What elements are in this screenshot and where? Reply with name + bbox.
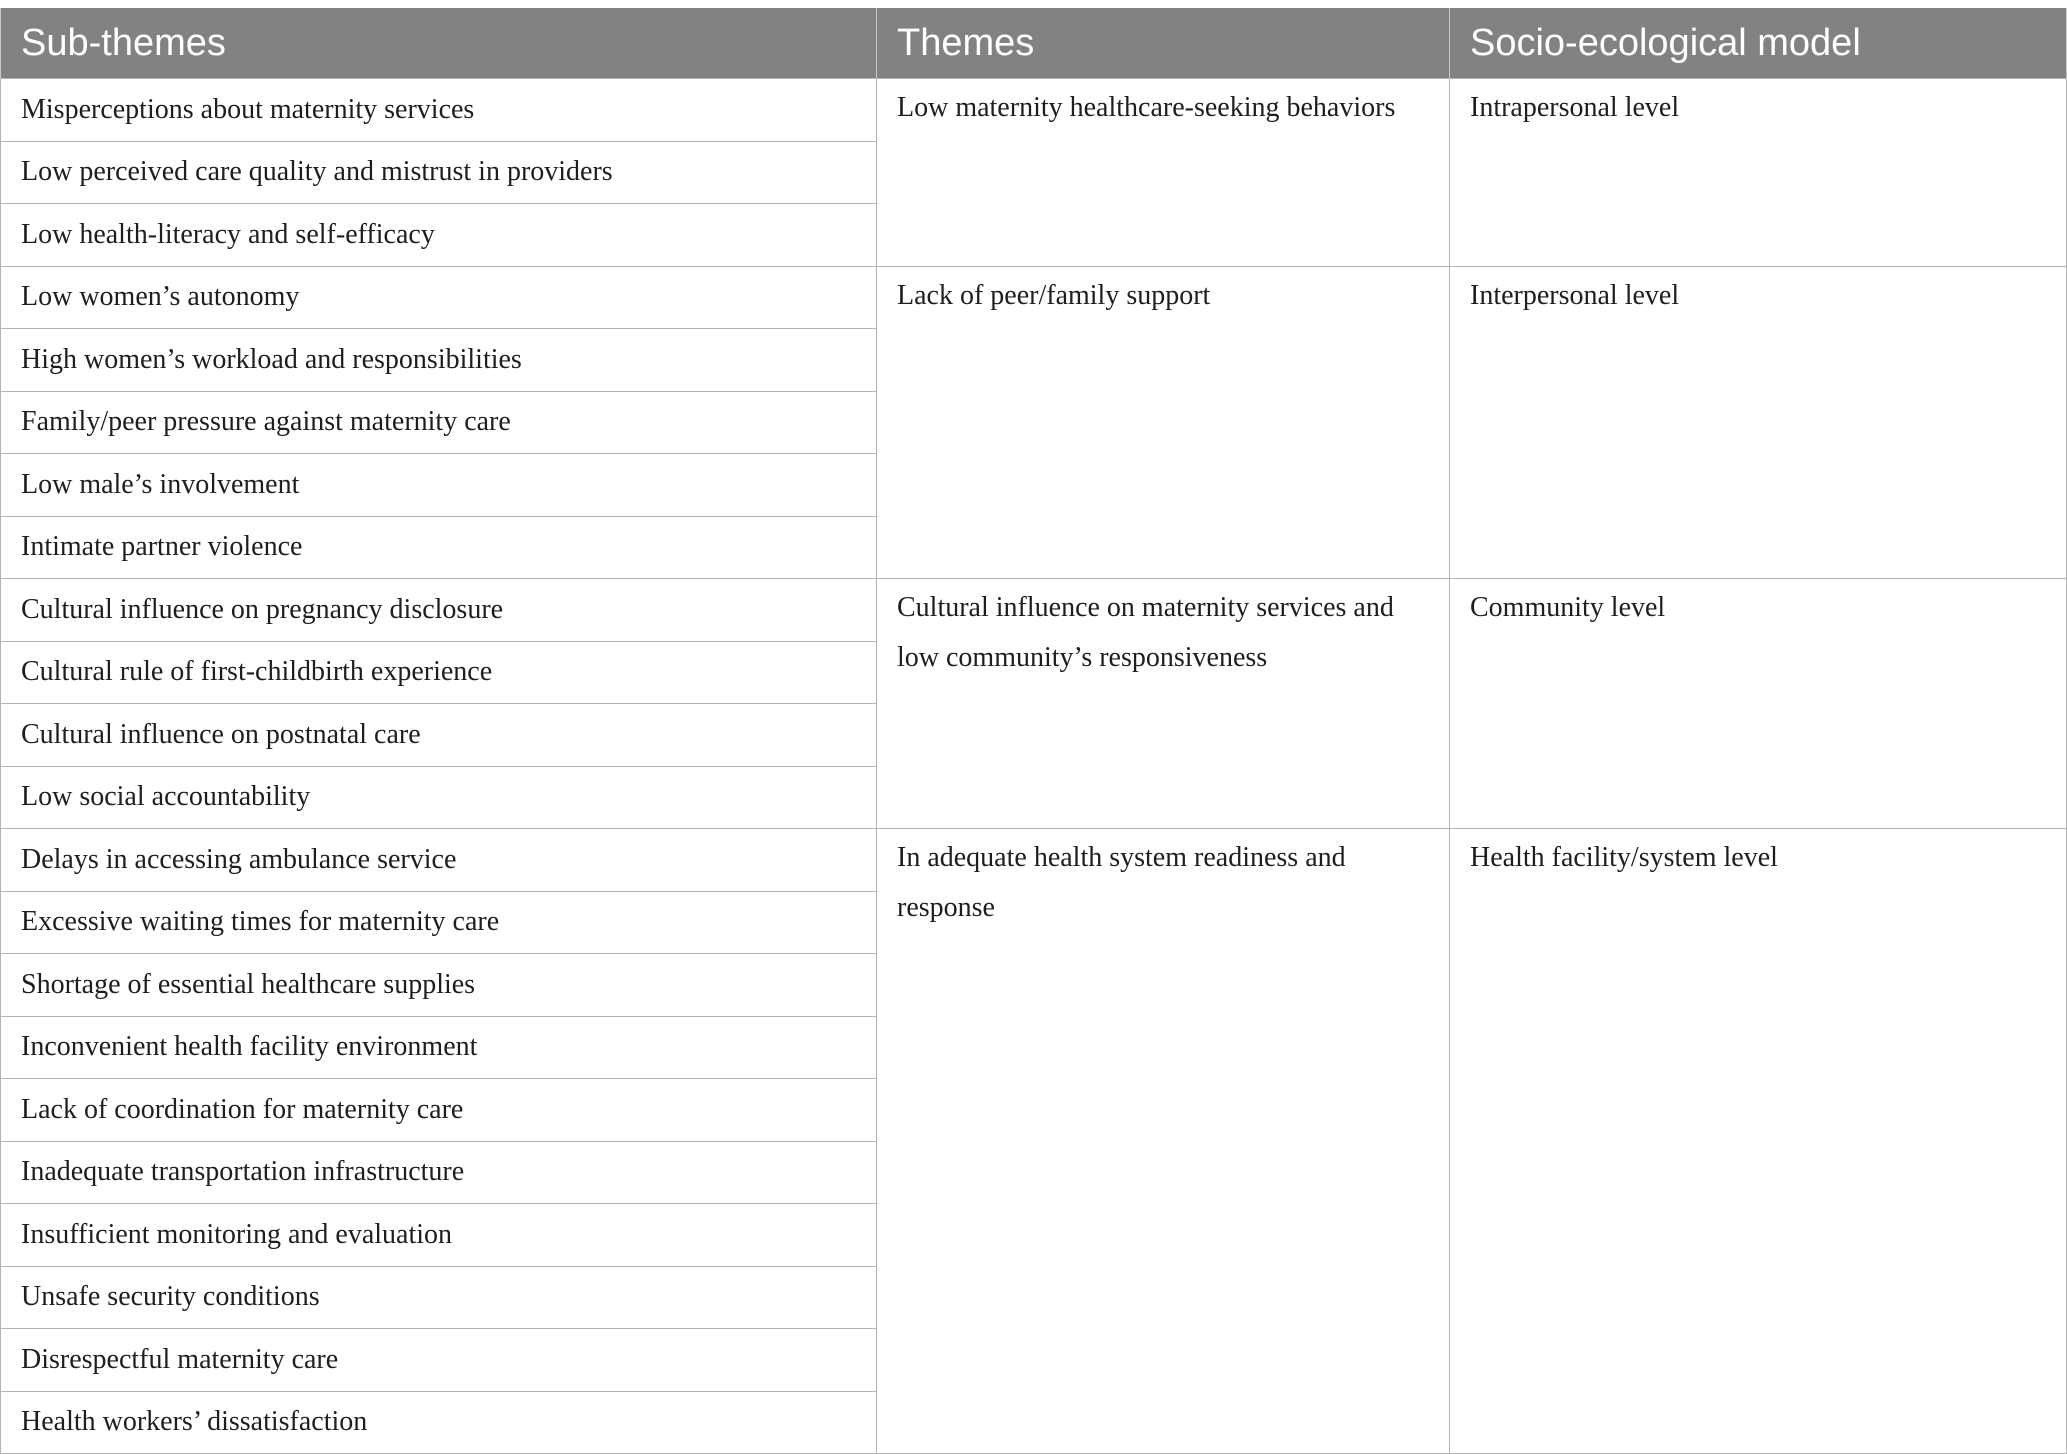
subtheme-cell: Inconvenient health facility environment [1, 1016, 877, 1079]
subtheme-cell: Cultural influence on postnatal care [1, 704, 877, 767]
subtheme-cell: Delays in accessing ambulance service [1, 829, 877, 892]
table-row [1, 579, 2067, 642]
subtheme-cell: Low social accountability [1, 766, 877, 829]
header-sub-themes: Sub-themes [1, 8, 877, 79]
subtheme-cell: Low perceived care quality and mistrust in providers [1, 141, 877, 204]
table-header [1, 8, 2067, 79]
subtheme-cell: Misperceptions about maternity services [1, 79, 877, 142]
table-row [1, 79, 2067, 142]
socio-ecological-level-cell: Health facility/system level [1450, 829, 2067, 1454]
theme-cell: Low maternity healthcare-seeking behaviors [877, 79, 1450, 267]
header-row [1, 8, 2067, 79]
subtheme-cell: Low male’s involvement [1, 454, 877, 517]
theme-cell: In adequate health system readiness and response [877, 829, 1450, 1454]
themes-table [0, 8, 2067, 1454]
subtheme-cell: Low women’s autonomy [1, 266, 877, 329]
subtheme-cell: Shortage of essential healthcare supplies [1, 954, 877, 1017]
subtheme-cell: Intimate partner violence [1, 516, 877, 579]
theme-cell: Cultural influence on maternity services and low community’s responsiveness [877, 579, 1450, 829]
subtheme-cell: Cultural rule of first-childbirth experience [1, 641, 877, 704]
subtheme-cell: Health workers’ dissatisfaction [1, 1391, 877, 1454]
subtheme-cell: Cultural influence on pregnancy disclosure [1, 579, 877, 642]
subtheme-cell: Excessive waiting times for maternity care [1, 891, 877, 954]
subtheme-cell: High women’s workload and responsibilities [1, 329, 877, 392]
table-body [1, 79, 2067, 1454]
table-row [1, 266, 2067, 329]
subtheme-cell: Inadequate transportation infrastructure [1, 1141, 877, 1204]
table-row [1, 829, 2067, 892]
subtheme-cell: Unsafe security conditions [1, 1266, 877, 1329]
socio-ecological-level-cell: Community level [1450, 579, 2067, 829]
theme-cell: Lack of peer/family support [877, 266, 1450, 579]
socio-ecological-level-cell: Interpersonal level [1450, 266, 2067, 579]
subtheme-cell: Lack of coordination for maternity care [1, 1079, 877, 1142]
subtheme-cell: Disrespectful maternity care [1, 1329, 877, 1392]
header-socio-ecological-model: Socio-ecological model [1450, 8, 2067, 79]
subtheme-cell: Insufficient monitoring and evaluation [1, 1204, 877, 1267]
subtheme-cell: Low health-literacy and self-efficacy [1, 204, 877, 267]
subtheme-cell: Family/peer pressure against maternity care [1, 391, 877, 454]
socio-ecological-level-cell: Intrapersonal level [1450, 79, 2067, 267]
header-themes: Themes [877, 8, 1450, 79]
